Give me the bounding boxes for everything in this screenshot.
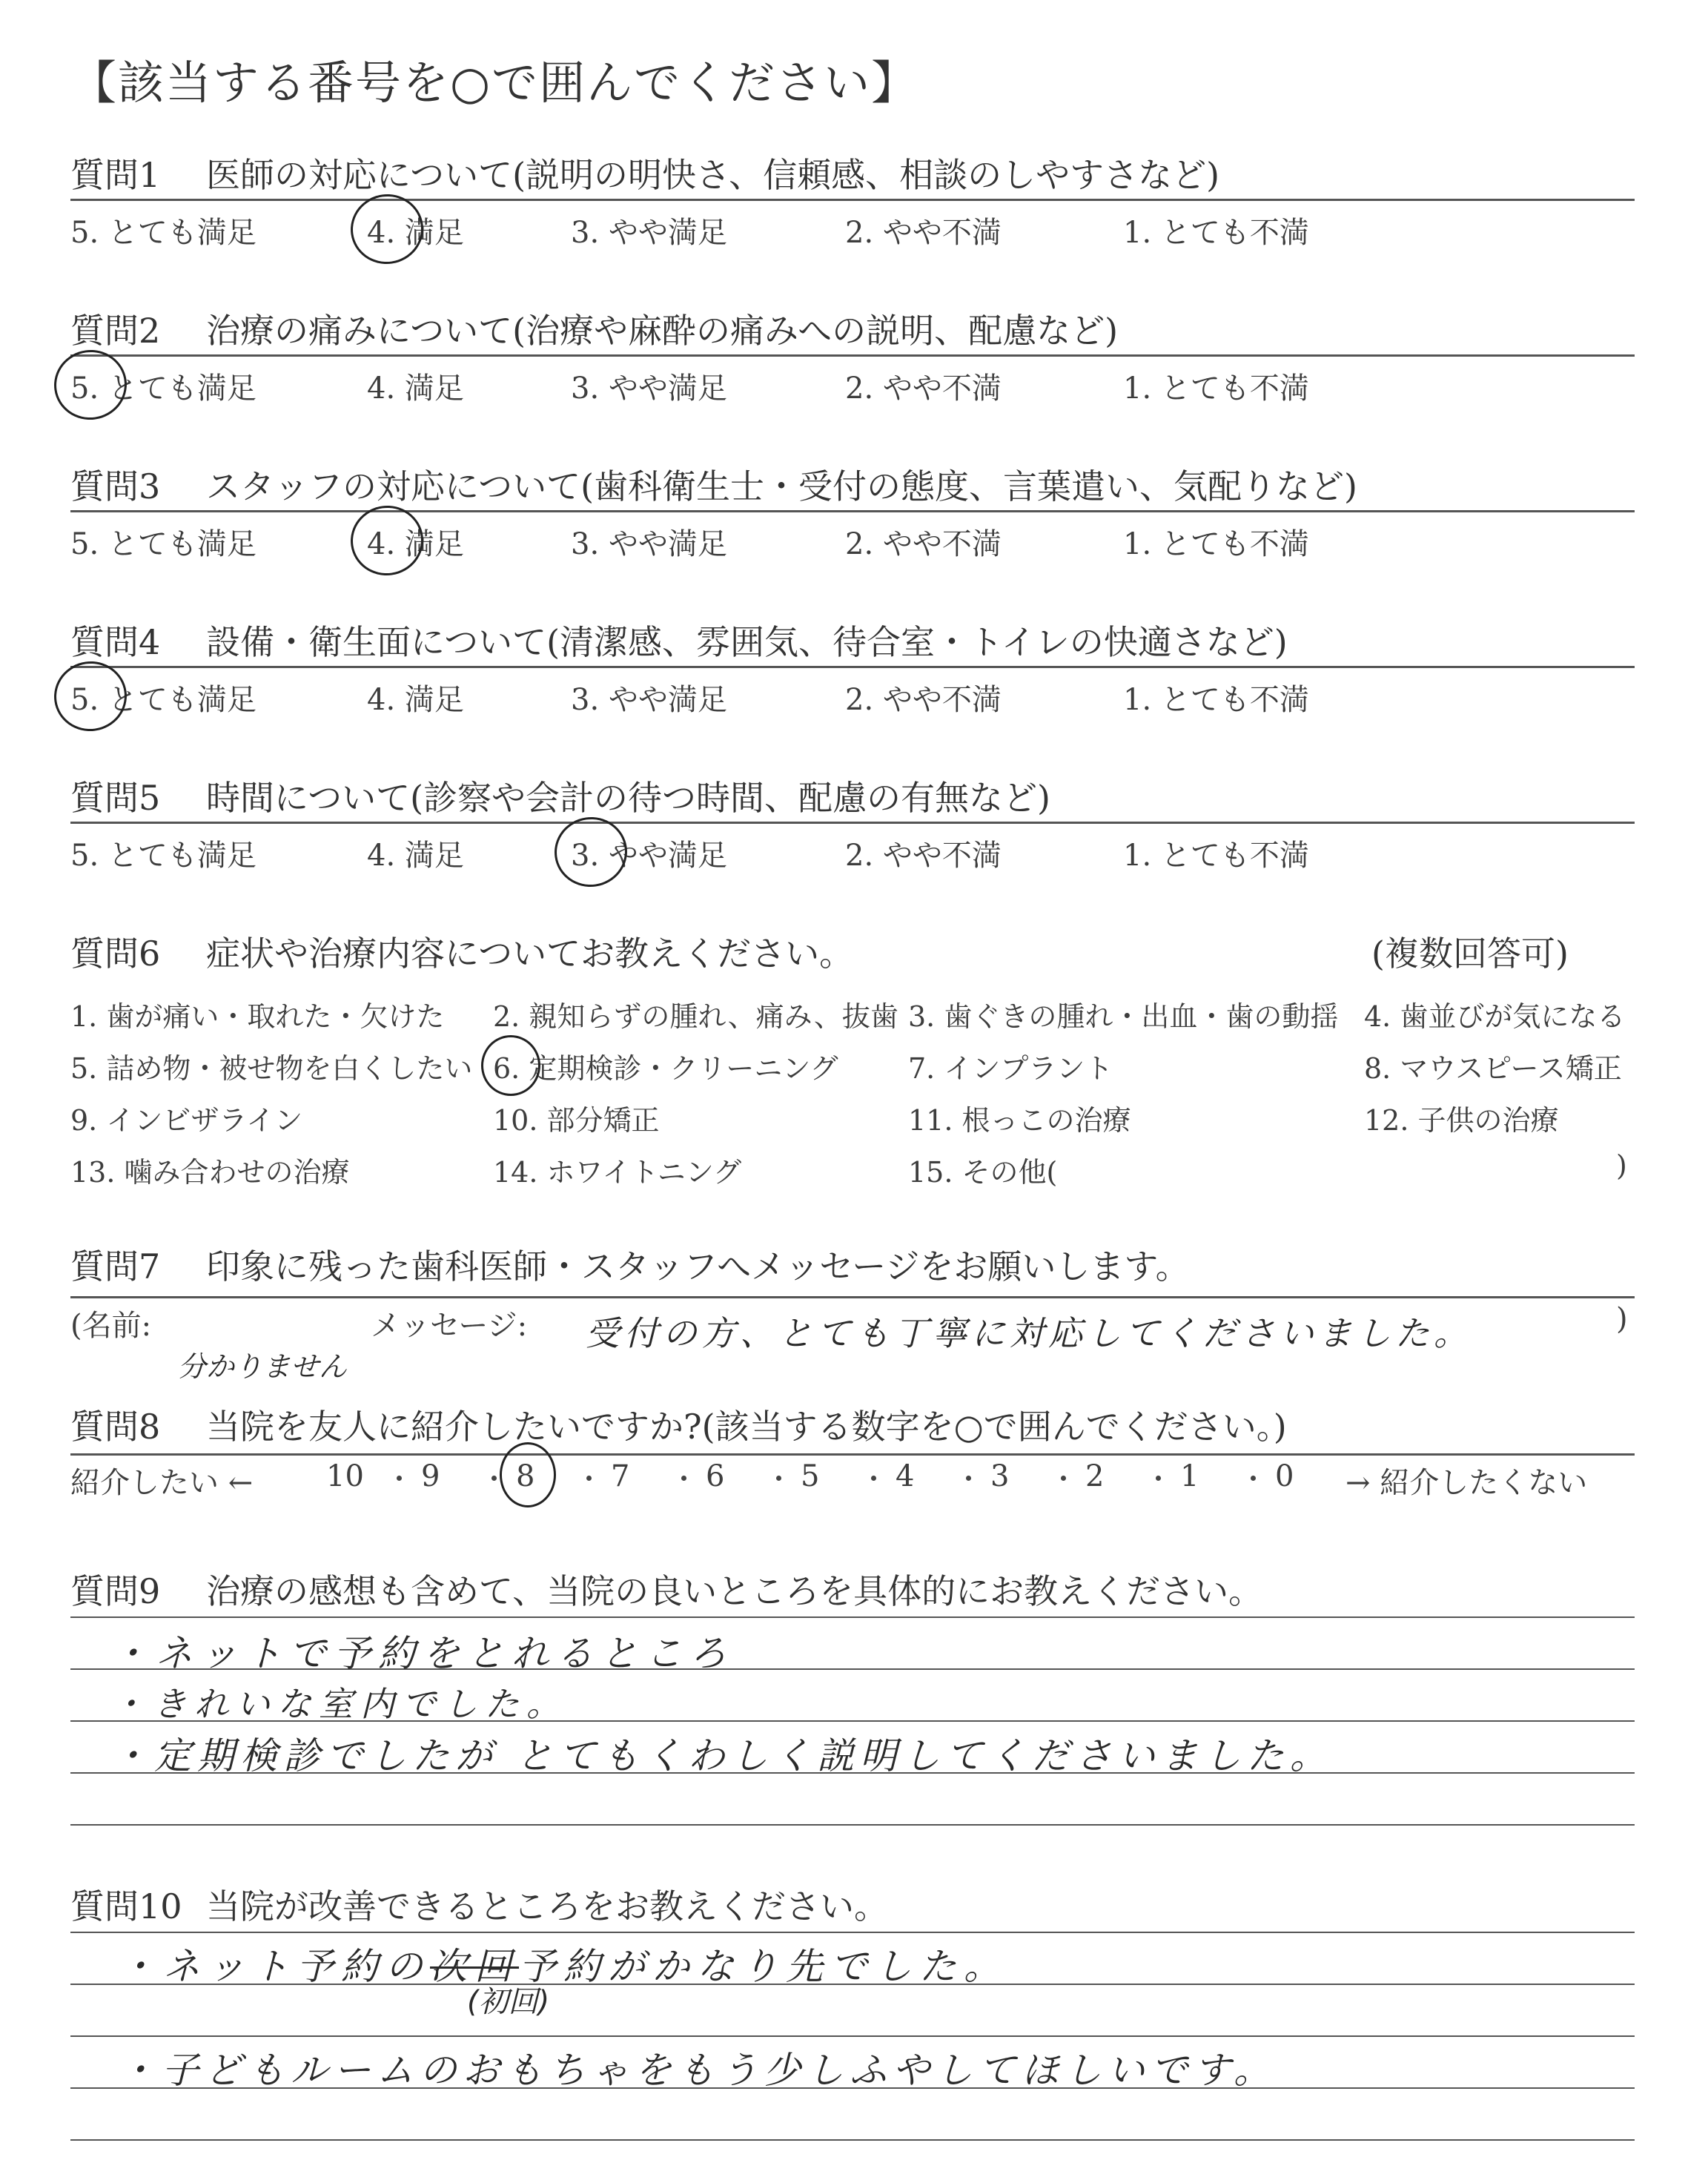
q8-rule [70, 1453, 1635, 1456]
q7-rule [70, 1296, 1635, 1298]
rating-option: 1. とても不満 [1123, 683, 1309, 717]
q8-scale-dot [1251, 1476, 1256, 1481]
q6-item: 8. マウスピース矯正 [1364, 1052, 1622, 1085]
q9-answer-3: ・定期検診でしたが とてもくわしく説明してくださいました。 [111, 1734, 1333, 1777]
q6-item: ) [1616, 1149, 1627, 1182]
q8-scale-number: 0 [1275, 1459, 1294, 1493]
rating-option: 5. とても満足 [70, 683, 256, 717]
rating-option: 4. 満足 [367, 839, 464, 873]
question-text: 時間について(診察や会計の待つ時間、配慮の有無など) [206, 778, 1050, 818]
question-label: 質問1 [70, 155, 161, 195]
q6-item: 4. 歯並びが気になる [1364, 1000, 1626, 1033]
question-text: スタッフの対応について(歯科衛生士・受付の態度、言葉遣い、気配りなど) [206, 466, 1357, 506]
q6-item: 2. 親知らずの腫れ、痛み、抜歯 [493, 1000, 898, 1033]
selection-circle [50, 346, 131, 425]
question-text: 治療の痛みについて(治療や麻酔の痛みへの説明、配慮など) [206, 311, 1119, 351]
q6-item: 12. 子供の治療 [1364, 1104, 1559, 1137]
q7-name-label: (名前: [70, 1309, 152, 1343]
q8-scale-number: 6 [706, 1459, 725, 1493]
q10-answer-2: ・子どもルームのおもちゃをもう少しふやしてほしいです。 [119, 2049, 1277, 2092]
q6-item: 14. ホワイトニング [493, 1156, 742, 1189]
q9-line-1 [70, 1616, 1635, 1618]
question-label: 質問3 [70, 466, 161, 506]
q10-line-1 [70, 1932, 1635, 1933]
question-label: 質問2 [70, 311, 161, 351]
question-rule [70, 666, 1635, 668]
q10-answer-1-pre: ・ネット予約の [119, 1945, 430, 1988]
q9-text: 治療の感想も含めて、当院の良いところを具体的にお教えください。 [206, 1571, 1263, 1611]
q8-scale-number: 4 [896, 1459, 915, 1493]
selection-circle [550, 813, 632, 892]
q10-answer-1-post: 予約がかなり先でした。 [519, 1945, 1008, 1988]
q10-answer-1 [119, 1937, 1008, 1990]
rating-option: 3. やや満足 [571, 527, 727, 561]
q7-message-label: メッセージ: [371, 1309, 528, 1343]
q6-label: 質問6 [70, 934, 161, 974]
q6-note: (複数回答可) [1371, 934, 1569, 974]
q6-text: 症状や治療内容についてお教えください。 [206, 934, 854, 974]
q8-scale-dot [871, 1476, 876, 1481]
rating-option: 2. やや不満 [845, 683, 1002, 717]
q8-scale-dot [1061, 1476, 1066, 1481]
q7-label: 質問7 [70, 1246, 161, 1287]
q6-selection-circle [481, 1035, 540, 1096]
rating-option: 3. やや満足 [571, 683, 727, 717]
question-rule [70, 354, 1635, 357]
rating-option: 4. 満足 [367, 371, 464, 406]
question-rule [70, 199, 1635, 201]
rating-option: 3. やや満足 [571, 839, 727, 873]
rating-option: 3. やや満足 [571, 371, 727, 406]
q6-item: 3. 歯ぐきの腫れ・出血・歯の動揺 [908, 1000, 1339, 1033]
q9-answer-2: ・きれいな室内でした。 [111, 1684, 568, 1724]
q10-line-5 [70, 2139, 1635, 2141]
q8-scale-dot [776, 1476, 781, 1481]
rating-option: 5. とても満足 [70, 371, 256, 406]
question-label: 質問4 [70, 622, 161, 662]
q8-scale-number: 7 [611, 1459, 630, 1493]
q8-scale-dot [491, 1476, 497, 1481]
q6-item: 15. その他( [908, 1156, 1058, 1189]
q7-close-paren: ) [1616, 1302, 1628, 1336]
q6-item: 7. インプラント [908, 1052, 1113, 1085]
q6-item: 10. 部分矯正 [493, 1104, 660, 1137]
selection-circle [50, 657, 131, 736]
q8-scale-number: 3 [990, 1459, 1010, 1493]
q8-text: 当院を友人に紹介したいですか?(該当する数字を○で囲んでください。) [206, 1407, 1287, 1447]
selection-circle [346, 190, 428, 269]
rating-option: 2. やや不満 [845, 527, 1002, 561]
q9-line-5 [70, 1824, 1635, 1826]
q10-label: 質問10 [70, 1886, 182, 1926]
q7-text: 印象に残った歯科医師・スタッフへメッセージをお願いします。 [206, 1246, 1190, 1287]
q10-text: 当院が改善できるところをお教えください。 [206, 1886, 888, 1926]
rating-option: 4. 満足 [367, 527, 464, 561]
rating-option: 1. とても不満 [1123, 839, 1309, 873]
q8-scale-dot [586, 1476, 592, 1481]
rating-option: 5. とても満足 [70, 216, 256, 250]
rating-option: 4. 満足 [367, 216, 464, 250]
q8-left-label: 紹介したい ← [70, 1466, 254, 1500]
question-rule [70, 822, 1635, 824]
rating-option: 2. やや不満 [845, 371, 1002, 406]
q8-selection-circle [500, 1442, 556, 1507]
q9-answer-1: ・ネットで予約をとれるところ [111, 1632, 734, 1675]
question-text: 医師の対応について(説明の明快さ、信頼感、相談のしやすさなど) [206, 155, 1220, 195]
page-title: 【該当する番号を○で囲んでください】 [70, 56, 919, 110]
q9-label: 質問9 [70, 1571, 161, 1611]
q8-label: 質問8 [70, 1407, 161, 1447]
rating-option: 1. とても不満 [1123, 216, 1309, 250]
q10-line-3 [70, 2035, 1635, 2037]
q7-name-written: 分かりません [178, 1350, 348, 1383]
question-text: 設備・衛生面について(清潔感、雰囲気、待合室・トイレの快適さなど) [206, 622, 1288, 662]
q7-message-written: 受付の方、とても丁寧に対応してくださいました。 [586, 1313, 1472, 1353]
q8-scale-dot [966, 1476, 971, 1481]
q8-scale-dot [681, 1476, 686, 1481]
rating-option: 5. とても満足 [70, 527, 256, 561]
q8-right-label: → 紹介したくない [1345, 1466, 1588, 1500]
q6-item: 1. 歯が痛い・取れた・欠けた [70, 1000, 445, 1033]
selection-circle [346, 501, 428, 581]
q8-scale-number: 10 [326, 1459, 364, 1493]
q6-item: 9. インビザライン [70, 1104, 303, 1137]
q8-scale-dot [1156, 1476, 1161, 1481]
q8-scale-number: 5 [801, 1459, 820, 1493]
q8-scale-number: 8 [516, 1459, 535, 1493]
rating-option: 3. やや満足 [571, 216, 727, 250]
q6-item: 5. 詰め物・被せ物を白くしたい [70, 1052, 473, 1085]
rating-option: 2. やや不満 [845, 839, 1002, 873]
question-label: 質問5 [70, 778, 161, 818]
rating-option: 1. とても不満 [1123, 527, 1309, 561]
rating-option: 5. とても満足 [70, 839, 256, 873]
question-rule [70, 510, 1635, 512]
q6-item: 13. 噛み合わせの治療 [70, 1156, 350, 1189]
q6-item: 11. 根っこの治療 [908, 1104, 1131, 1137]
q6-item: 6. 定期検診・クリーニング [493, 1052, 838, 1085]
q8-scale-number: 9 [421, 1459, 440, 1493]
rating-option: 1. とても不満 [1123, 371, 1309, 406]
q8-scale-number: 1 [1180, 1459, 1199, 1493]
q10-answer-1-insert: (初回) [467, 1985, 550, 2019]
q10-answer-1-struck: 次回 [430, 1945, 519, 1988]
q8-scale-number: 2 [1085, 1459, 1105, 1493]
rating-option: 4. 満足 [367, 683, 464, 717]
rating-option: 2. やや不満 [845, 216, 1002, 250]
q8-scale-dot [397, 1476, 402, 1481]
